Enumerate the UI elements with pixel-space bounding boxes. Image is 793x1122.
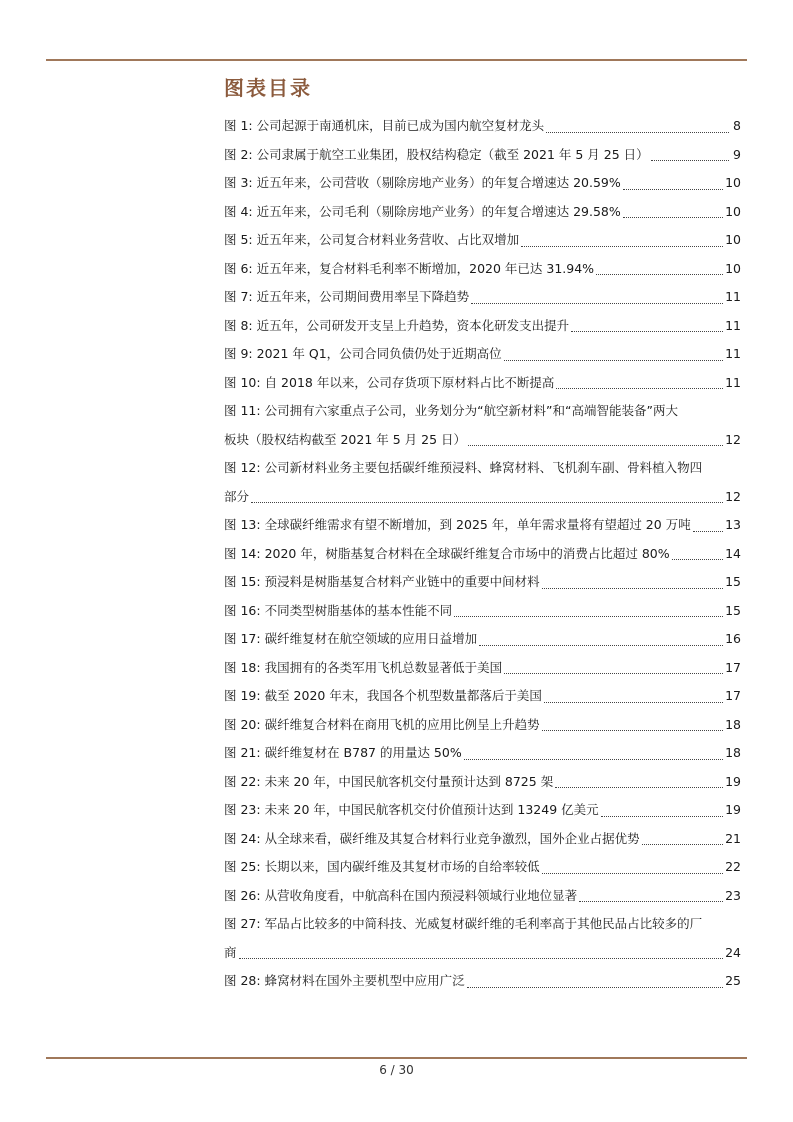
toc-entry[interactable] bbox=[224, 882, 741, 911]
toc-entry[interactable] bbox=[224, 141, 741, 170]
toc-entry-page: 18 bbox=[725, 745, 741, 760]
toc-dot-leader bbox=[555, 787, 723, 788]
toc-entry-page: 11 bbox=[725, 346, 741, 361]
toc-entry-label: 图 19: bbox=[224, 688, 261, 703]
toc-entry-line bbox=[224, 426, 741, 455]
toc-entry-line bbox=[224, 910, 741, 939]
toc-entry-page: 23 bbox=[725, 887, 741, 903]
toc-dot-leader bbox=[454, 616, 723, 617]
toc-entry-page: 15 bbox=[725, 574, 741, 589]
page-title: 图表目录 bbox=[224, 76, 312, 100]
toc-entry-label: 图 15: bbox=[224, 574, 261, 589]
toc-dot-leader bbox=[571, 331, 723, 332]
toc-entry-text: 2021 年 Q1，公司合同负债仍处于近期高位 bbox=[256, 346, 502, 361]
toc-entry-text-continued: 板块（股权结构截至 2021 年 5 月 25 日） bbox=[224, 431, 467, 447]
toc-entry[interactable] bbox=[224, 654, 741, 683]
toc-entry-page: 11 bbox=[725, 289, 741, 304]
toc-entry-page: 14 bbox=[725, 545, 741, 561]
toc-entry-label: 图 9: bbox=[224, 346, 253, 361]
toc-entry-page: 12 bbox=[725, 488, 741, 504]
toc-dot-leader bbox=[542, 730, 724, 731]
page-number: 6 / 30 bbox=[379, 1063, 414, 1077]
toc-entry-page: 10 bbox=[725, 260, 741, 276]
toc-dot-leader bbox=[467, 987, 724, 988]
toc-entry-text: 从全球来看，碳纤维及其复合材料行业竞争激烈，国外企业占据优势 bbox=[264, 830, 640, 846]
toc-entry-text: 2020 年，树脂基复合材料在全球碳纤维复合市场中的消费占比超过 80% bbox=[264, 545, 670, 561]
toc-dot-leader bbox=[642, 844, 724, 845]
toc-entry[interactable] bbox=[224, 340, 741, 369]
toc-entry-label: 图 14: bbox=[224, 545, 261, 561]
toc-entry[interactable] bbox=[224, 540, 741, 569]
toc-entry[interactable] bbox=[224, 169, 741, 198]
toc-entry-text: 蜂窝材料在国外主要机型中应用广泛 bbox=[264, 973, 465, 988]
toc-entry-line bbox=[224, 397, 741, 426]
toc-entry-page: 13 bbox=[725, 517, 741, 532]
toc-entry-label: 图 18: bbox=[224, 659, 261, 675]
toc-entry-text: 自 2018 年以来，公司存货项下原材料占比不断提高 bbox=[264, 374, 555, 390]
toc-entry-page: 17 bbox=[725, 688, 741, 703]
toc-dot-leader bbox=[672, 559, 723, 560]
toc-entry-page: 15 bbox=[725, 602, 741, 618]
toc-entry-label: 图 22: bbox=[224, 773, 261, 789]
toc-entry-line bbox=[224, 454, 741, 483]
toc-entry[interactable] bbox=[224, 739, 741, 768]
toc-entry-page: 9 bbox=[733, 146, 741, 162]
toc-entry[interactable] bbox=[224, 454, 741, 511]
toc-entry-text: 碳纤维复材在 B787 的用量达 50% bbox=[264, 745, 462, 760]
toc-dot-leader bbox=[464, 759, 723, 760]
toc-entry[interactable] bbox=[224, 112, 741, 141]
toc-entry-text: 公司新材料业务主要包括碳纤维预浸料、蜂窝材料、飞机刹车副、骨料植入物四 bbox=[264, 460, 703, 475]
toc-dot-leader bbox=[544, 702, 723, 703]
toc-entry[interactable] bbox=[224, 198, 741, 227]
toc-entry[interactable] bbox=[224, 283, 741, 312]
toc-entry-label: 图 28: bbox=[224, 973, 261, 988]
toc-entry-label: 图 12: bbox=[224, 460, 261, 475]
toc-entry-label: 图 5: bbox=[224, 232, 253, 247]
toc-entry-label: 图 4: bbox=[224, 203, 253, 219]
toc-entry-page: 10 bbox=[725, 203, 741, 219]
toc-entry-text: 长期以来，国内碳纤维及其复材市场的自给率较低 bbox=[264, 859, 540, 874]
toc-entry[interactable] bbox=[224, 568, 741, 597]
toc-entry[interactable] bbox=[224, 597, 741, 626]
toc-entry-label: 图 25: bbox=[224, 859, 261, 874]
toc-dot-leader bbox=[542, 873, 724, 874]
toc-entry[interactable] bbox=[224, 967, 741, 996]
toc-entry[interactable] bbox=[224, 768, 741, 797]
toc-dot-leader bbox=[521, 246, 723, 247]
toc-entry[interactable] bbox=[224, 853, 741, 882]
toc-entry-page: 22 bbox=[725, 859, 741, 874]
toc-entry-text: 近五年来，公司营收（剔除房地产业务）的年复合增速达 20.59% bbox=[256, 175, 621, 190]
toc-entry-text: 预浸料是树脂基复合材料产业链中的重要中间材料 bbox=[264, 574, 540, 589]
toc-entry-label: 图 16: bbox=[224, 602, 261, 618]
toc-entry-text: 近五年，公司研发开支呈上升趋势，资本化研发支出提升 bbox=[256, 317, 570, 333]
table-of-figures bbox=[224, 112, 741, 996]
toc-dot-leader bbox=[479, 645, 723, 646]
toc-entry-text: 未来 20 年，中国民航客机交付量预计达到 8725 架 bbox=[264, 773, 554, 789]
footer-rule bbox=[46, 1057, 747, 1059]
toc-entry-page: 10 bbox=[725, 232, 741, 247]
toc-entry-label: 图 7: bbox=[224, 289, 253, 304]
toc-entry-text: 近五年来，公司期间费用率呈下降趋势 bbox=[256, 289, 470, 304]
toc-dot-leader bbox=[601, 816, 723, 817]
toc-entry-page: 16 bbox=[725, 631, 741, 646]
toc-entry-label: 图 17: bbox=[224, 631, 261, 646]
toc-dot-leader bbox=[651, 160, 729, 161]
toc-dot-leader bbox=[623, 189, 723, 190]
toc-entry-label: 图 8: bbox=[224, 317, 253, 333]
toc-entry[interactable] bbox=[224, 255, 741, 284]
toc-entry-page: 11 bbox=[725, 317, 741, 333]
toc-entry-text: 公司拥有六家重点子公司，业务划分为“航空新材料”和“高端智能装备”两大 bbox=[264, 403, 678, 418]
toc-entry[interactable] bbox=[224, 711, 741, 740]
toc-entry-label: 图 23: bbox=[224, 802, 261, 817]
toc-entry-page: 11 bbox=[725, 374, 741, 390]
toc-entry-label: 图 27: bbox=[224, 916, 261, 931]
toc-entry-label: 图 6: bbox=[224, 260, 253, 276]
toc-entry-text: 截至 2020 年末，我国各个机型数量都落后于美国 bbox=[264, 688, 542, 703]
toc-entry-text: 近五年来，公司毛利（剔除房地产业务）的年复合增速达 29.58% bbox=[256, 203, 621, 219]
toc-entry-label: 图 2: bbox=[224, 146, 253, 162]
toc-entry-label: 图 21: bbox=[224, 745, 261, 760]
toc-entry-page: 19 bbox=[725, 773, 741, 789]
toc-entry-page: 18 bbox=[725, 716, 741, 732]
toc-entry[interactable] bbox=[224, 397, 741, 454]
toc-entry[interactable] bbox=[224, 312, 741, 341]
toc-entry-page: 8 bbox=[733, 118, 741, 133]
toc-entry-page: 19 bbox=[725, 802, 741, 817]
toc-entry-text: 我国拥有的各类军用飞机总数显著低于美国 bbox=[264, 659, 503, 675]
toc-dot-leader bbox=[471, 303, 723, 304]
toc-entry-page: 21 bbox=[725, 830, 741, 846]
toc-entry-page: 24 bbox=[725, 944, 741, 960]
toc-entry[interactable] bbox=[224, 825, 741, 854]
toc-entry-label: 图 20: bbox=[224, 716, 261, 732]
toc-dot-leader bbox=[579, 901, 723, 902]
toc-entry-text-continued: 商 bbox=[224, 944, 237, 960]
toc-entry-label: 图 3: bbox=[224, 175, 253, 190]
toc-entry-page: 25 bbox=[725, 973, 741, 988]
toc-entry-label: 图 13: bbox=[224, 517, 261, 532]
toc-entry-label: 图 1: bbox=[224, 118, 253, 133]
toc-entry-text: 不同类型树脂基体的基本性能不同 bbox=[264, 602, 453, 618]
header-rule bbox=[46, 59, 747, 61]
toc-entry-page: 17 bbox=[725, 659, 741, 675]
toc-entry[interactable] bbox=[224, 511, 741, 540]
toc-entry-text-continued: 部分 bbox=[224, 488, 250, 504]
toc-entry-label: 图 24: bbox=[224, 830, 261, 846]
toc-entry-page: 12 bbox=[725, 431, 741, 447]
toc-entry[interactable] bbox=[224, 226, 741, 255]
toc-entry-text: 碳纤维复合材料在商用飞机的应用比例呈上升趋势 bbox=[264, 716, 540, 732]
toc-entry-line bbox=[224, 939, 741, 968]
toc-entry-label: 图 11: bbox=[224, 403, 261, 418]
toc-entry[interactable] bbox=[224, 369, 741, 398]
toc-dot-leader bbox=[693, 531, 723, 532]
toc-dot-leader bbox=[596, 274, 723, 275]
toc-entry-text: 军品占比较多的中简科技、光威复材碳纤维的毛利率高于其他民品占比较多的厂 bbox=[264, 916, 703, 931]
toc-entry[interactable] bbox=[224, 796, 741, 825]
toc-entry-text: 近五年来，复合材料毛利率不断增加，2020 年已达 31.94% bbox=[256, 260, 595, 276]
toc-entry[interactable] bbox=[224, 910, 741, 967]
toc-dot-leader bbox=[504, 673, 723, 674]
toc-entry-text: 碳纤维复材在航空领域的应用日益增加 bbox=[264, 631, 478, 646]
toc-dot-leader bbox=[546, 132, 729, 133]
toc-entry-line bbox=[224, 483, 741, 512]
toc-dot-leader bbox=[468, 445, 723, 446]
toc-dot-leader bbox=[542, 588, 724, 589]
toc-entry[interactable] bbox=[224, 625, 741, 654]
toc-entry-text: 公司隶属于航空工业集团，股权结构稳定（截至 2021 年 5 月 25 日） bbox=[256, 146, 649, 162]
toc-entry-text: 未来 20 年，中国民航客机交付价值预计达到 13249 亿美元 bbox=[264, 802, 599, 817]
toc-dot-leader bbox=[556, 388, 723, 389]
toc-dot-leader bbox=[239, 958, 724, 959]
toc-entry-text: 全球碳纤维需求有望不断增加，到 2025 年，单年需求量将有望超过 20 万吨 bbox=[264, 517, 691, 532]
toc-entry-text: 从营收角度看，中航高科在国内预浸料领域行业地位显著 bbox=[264, 887, 578, 903]
toc-entry-label: 图 10: bbox=[224, 374, 261, 390]
toc-entry[interactable] bbox=[224, 682, 741, 711]
toc-entry-text: 公司起源于南通机床，目前已成为国内航空复材龙头 bbox=[256, 118, 545, 133]
toc-entry-page: 10 bbox=[725, 175, 741, 190]
toc-entry-text: 近五年来，公司复合材料业务营收、占比双增加 bbox=[256, 232, 520, 247]
toc-entry-label: 图 26: bbox=[224, 887, 261, 903]
toc-dot-leader bbox=[251, 502, 723, 503]
toc-dot-leader bbox=[504, 360, 723, 361]
toc-dot-leader bbox=[623, 217, 723, 218]
